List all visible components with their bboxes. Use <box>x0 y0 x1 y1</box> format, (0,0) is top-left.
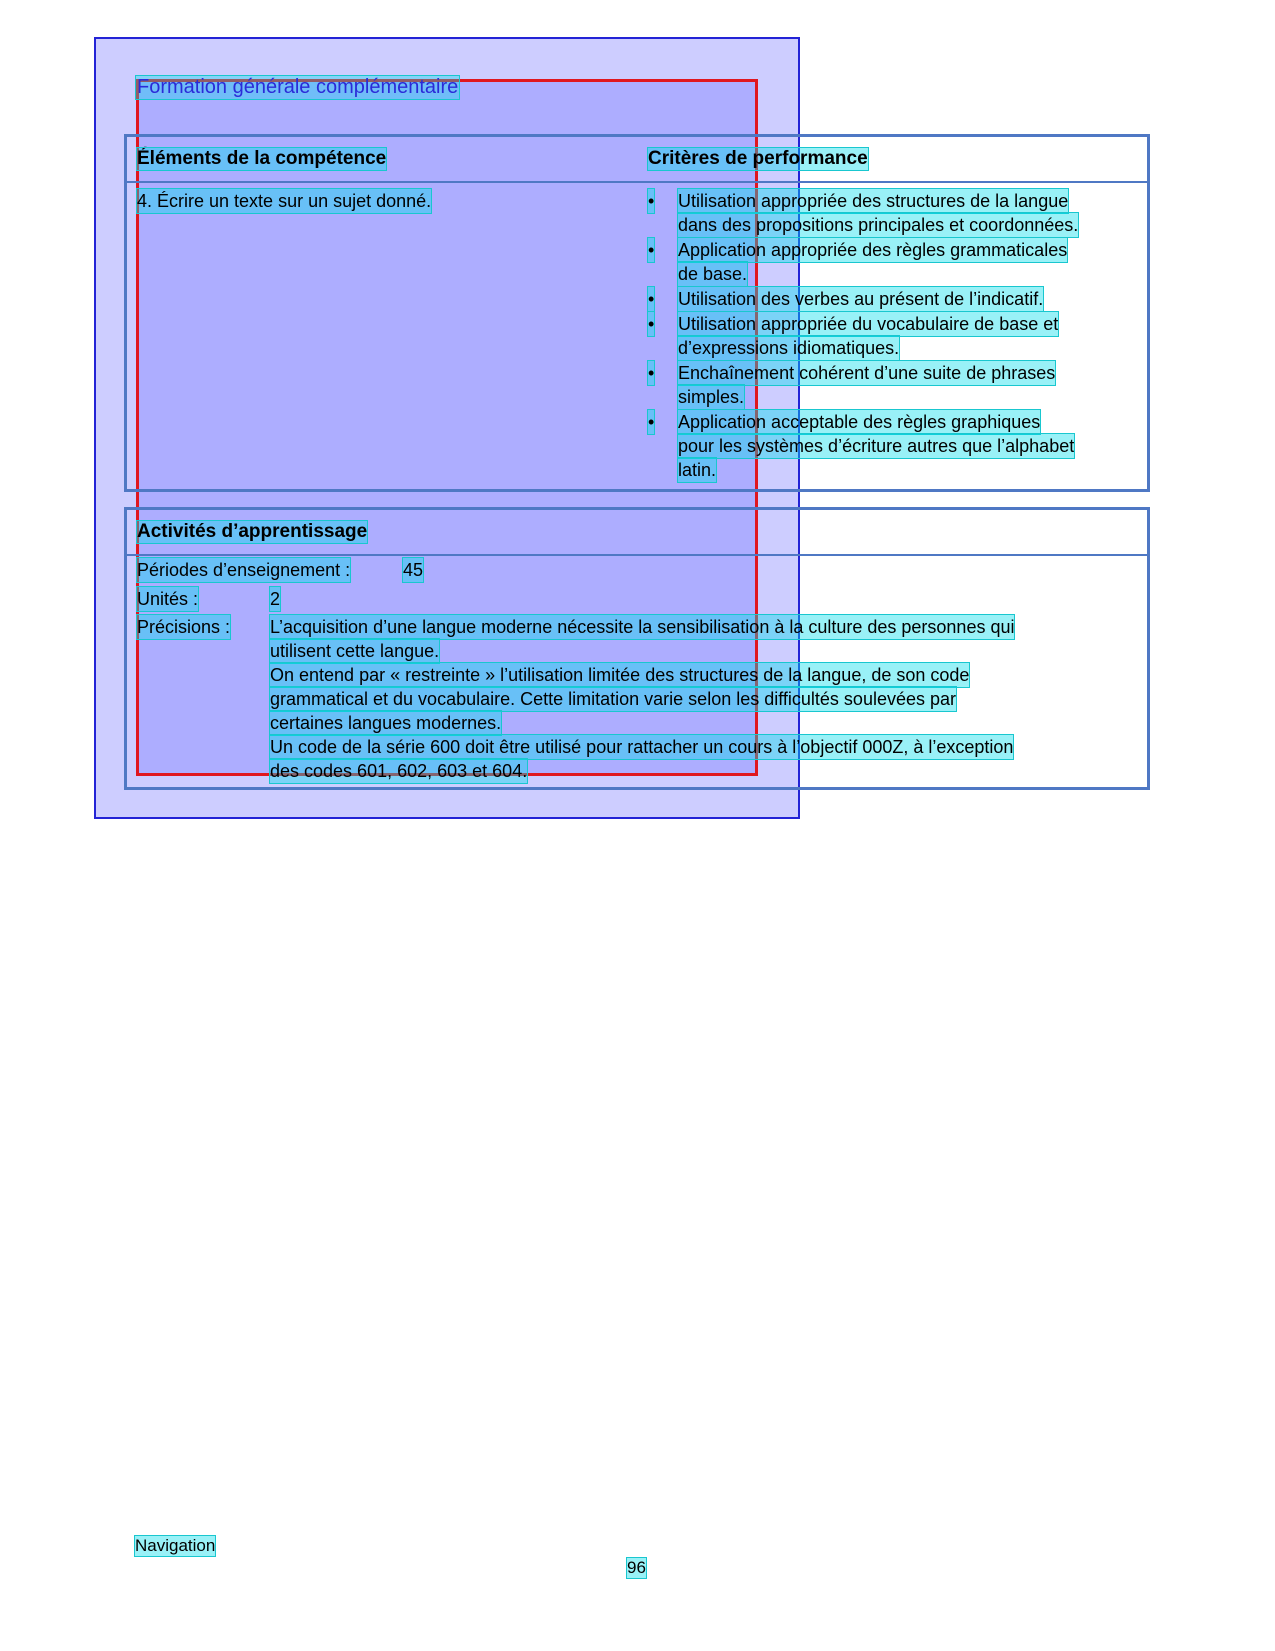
criteria-line: Enchaînement cohérent d’une suite de phrases <box>678 363 1056 383</box>
activities-table <box>124 507 1150 790</box>
criteria-line: dans des propositions principales et coordonnées. <box>678 215 1079 235</box>
periodes-value: 45 <box>403 560 424 580</box>
criteria-line: Application appropriée des règles grammaticales <box>678 240 1068 260</box>
criteria-line: Application acceptable des règles graphiques <box>678 412 1041 432</box>
criteria-line: Utilisation appropriée du vocabulaire de base et <box>678 314 1059 334</box>
criteria-line: d’expressions idiomatiques. <box>678 338 900 358</box>
activities-table-header <box>127 510 1147 556</box>
precisions-line: des codes 601, 602, 603 et 604. <box>270 761 528 781</box>
precisions-label: Précisions : <box>137 617 231 637</box>
criteria-line: pour les systèmes d’écriture autres que l’alphabet <box>678 436 1075 456</box>
unites-value: 2 <box>270 589 281 609</box>
criteria-line: de base. <box>678 264 748 284</box>
precisions-line: L’acquisition d’une langue moderne nécessite la sensibilisation à la culture des personnes qui <box>270 617 1015 637</box>
column-header-criteres: Critères de performance <box>648 148 868 169</box>
criteria-bullet: • <box>648 240 655 260</box>
criteria-line: simples. <box>678 387 745 407</box>
criteria-line: Utilisation appropriée des structures de la langue <box>678 191 1069 211</box>
section-title: Formation générale complémentaire <box>137 76 459 98</box>
criteria-bullet: • <box>648 191 655 211</box>
unites-label: Unités : <box>137 589 199 609</box>
criteria-line: Utilisation des verbes au présent de l’indicatif. <box>678 289 1044 309</box>
competence-table <box>124 134 1150 492</box>
criteria-bullet: • <box>648 412 655 432</box>
column-header-elements: Éléments de la compétence <box>137 148 387 169</box>
periodes-label: Périodes d’enseignement : <box>137 560 351 580</box>
criteria-line: latin. <box>678 460 717 480</box>
precisions-line: utilisent cette langue. <box>270 641 440 661</box>
precisions-line: On entend par « restreinte » l’utilisation limitée des structures de la langue, de son code <box>270 665 970 685</box>
navigation-link[interactable]: Navigation <box>135 1536 216 1555</box>
competence-element: 4. Écrire un texte sur un sujet donné. <box>137 191 432 211</box>
criteria-bullet: • <box>648 289 655 309</box>
competence-table-header <box>127 137 1147 183</box>
activities-heading: Activités d’apprentissage <box>137 521 368 542</box>
precisions-line: certaines langues modernes. <box>270 713 502 733</box>
precisions-line: Un code de la série 600 doit être utilisé pour rattacher un cours à l’objectif 000Z, à l’exception <box>270 737 1014 757</box>
criteria-bullet: • <box>648 363 655 383</box>
precisions-line: grammatical et du vocabulaire. Cette limitation varie selon les difficultés soulevées par <box>270 689 957 709</box>
criteria-bullet: • <box>648 314 655 334</box>
page-number: 96 <box>627 1558 646 1577</box>
